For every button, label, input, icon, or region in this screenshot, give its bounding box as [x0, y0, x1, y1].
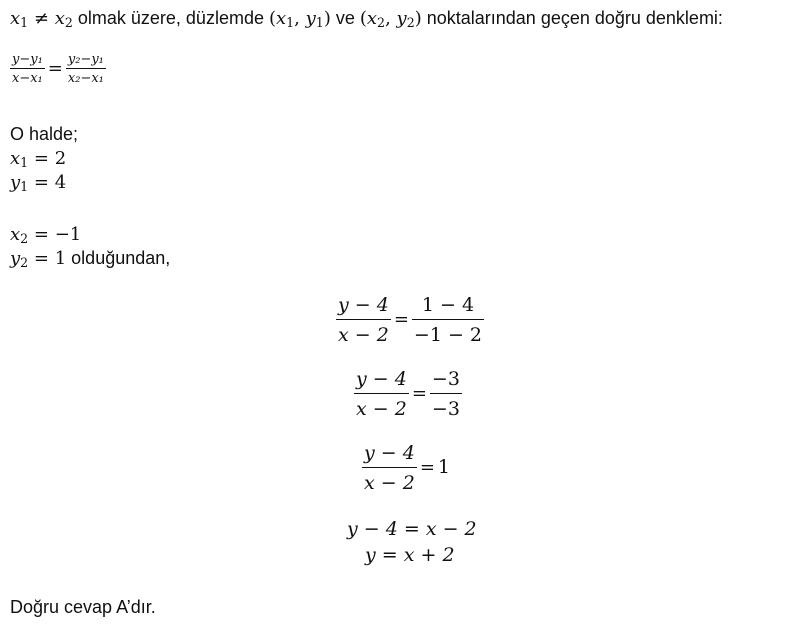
step-2-lhs-fraction — [354, 368, 409, 420]
answer-text: Doğru cevap A’dır. — [10, 597, 156, 617]
step-1-rhs-denominator: −1 − 2 — [413, 324, 483, 346]
step-1-rhs-fraction — [412, 294, 484, 346]
given-y2-text: olduğundan, — [66, 248, 171, 268]
step-2-rhs-denominator: −3 — [431, 398, 460, 420]
step-2-rhs-numerator: −3 — [430, 368, 462, 394]
step-3-lhs-fraction — [362, 442, 417, 494]
formula-rhs-denominator: x₂−x₁ — [67, 71, 104, 86]
line-formula — [10, 52, 106, 86]
intro-text-b: ve — [330, 8, 360, 28]
intro-text-a: olmak üzere, düzlemde — [72, 8, 269, 28]
step-2-rhs-fraction — [430, 368, 462, 420]
formula-rhs-numerator: y₂−y₁ — [67, 52, 104, 67]
given-y1: $y_1 = 4$ — [10, 172, 67, 195]
formula-lhs-numerator: y−y₁ — [12, 52, 43, 67]
given-x2: $x_2 = -1$ — [10, 224, 82, 247]
given-y2: $y_2 = 1$ olduğundan, — [10, 248, 171, 271]
step-2-equals: = — [411, 382, 427, 404]
given-heading: O halde; — [10, 124, 79, 144]
point-2: ($x_2$, $y_2$) — [359, 8, 422, 31]
step-2-lhs-denominator: x − 2 — [356, 398, 407, 420]
x2-symbol: $x_2$ — [54, 8, 73, 31]
intro-line — [10, 8, 723, 30]
step-3-lhs-numerator: y − 4 — [362, 442, 417, 468]
step-1-lhs-fraction — [336, 294, 391, 346]
intro-text-c: noktalarından geçen doğru denklemi: — [421, 8, 723, 28]
point-1: ($x_1$, $y_1$) — [268, 8, 331, 31]
step-3-equals: = — [419, 456, 435, 478]
formula-equals: = — [47, 57, 63, 79]
step-2-lhs-numerator: y − 4 — [354, 368, 409, 394]
step-3-lhs-denominator: x − 2 — [364, 472, 415, 494]
step-4-equation: y − 4 = x − 2 — [347, 518, 477, 540]
step-2-equation — [354, 368, 462, 420]
given-x1: $x_1 = 2$ — [10, 148, 67, 171]
formula-lhs-fraction — [10, 52, 45, 86]
step-1-lhs-numerator: y − 4 — [336, 294, 391, 320]
step-3-equation — [362, 442, 450, 494]
step-3-rhs: 1 — [437, 455, 451, 478]
step-1-rhs-numerator: 1 − 4 — [412, 294, 484, 320]
step-1-lhs-denominator: x − 2 — [338, 324, 389, 346]
step-5-equation: y = x + 2 — [365, 544, 455, 566]
x1-symbol: $x_1$ — [10, 8, 29, 31]
formula-rhs-fraction — [66, 52, 106, 86]
not-equal-sign: ≠ — [28, 8, 55, 29]
formula-lhs-denominator: x−x₁ — [12, 71, 43, 86]
step-1-equation — [336, 294, 484, 346]
step-1-equals: = — [393, 308, 409, 330]
